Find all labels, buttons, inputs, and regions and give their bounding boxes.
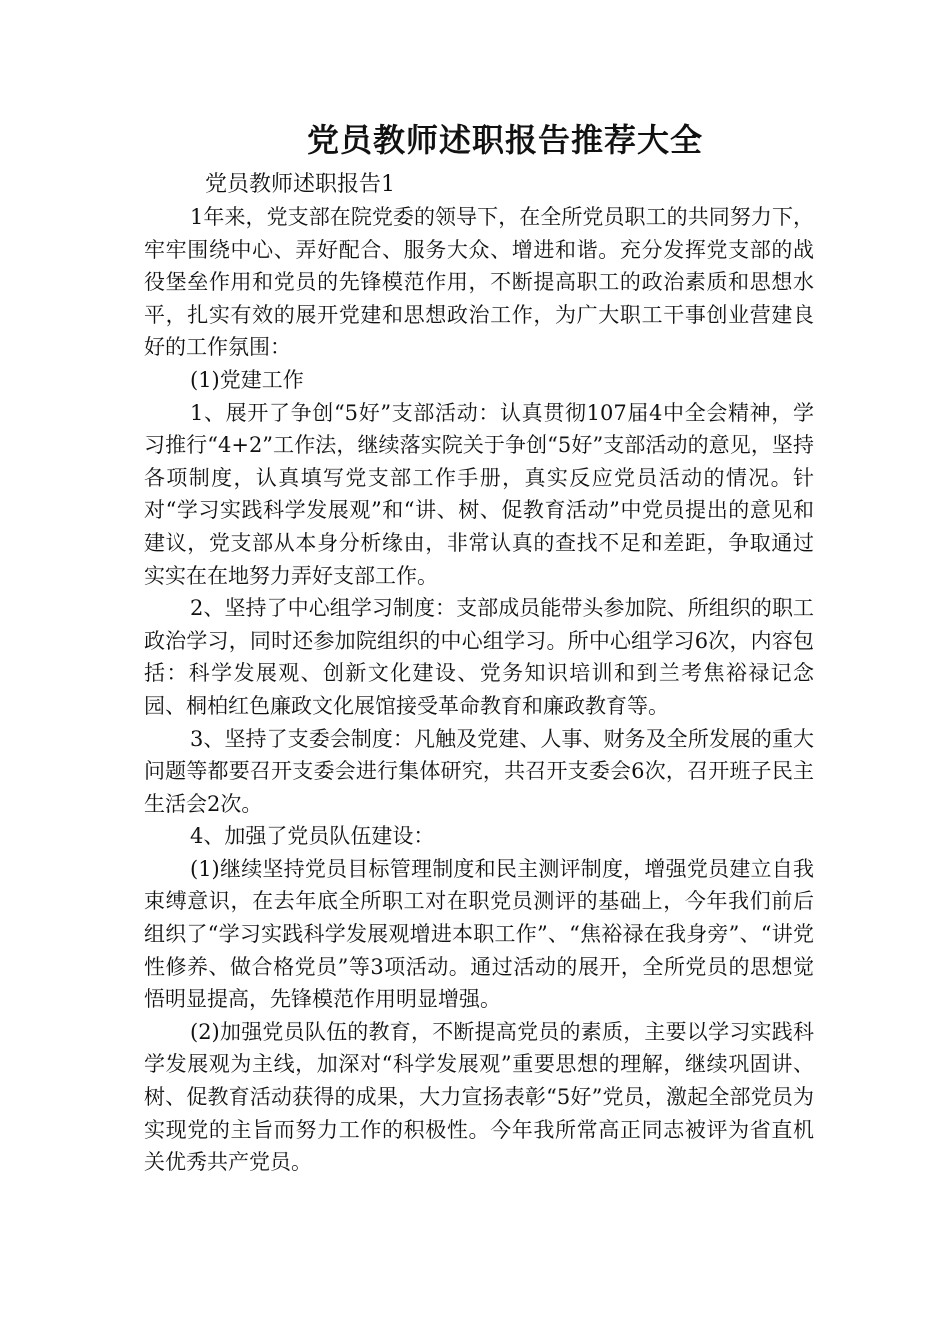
document-subtitle: 党员教师述职报告1 [205, 172, 395, 197]
document-title-wrap [0, 118, 950, 162]
paragraph: (1)党建工作 [190, 367, 304, 392]
document-body [144, 201, 814, 1179]
paragraph: 4、加强了党员队伍建设： [190, 824, 435, 849]
paragraph: 1、展开了争创“5好”支部活动：认真贯彻107届4中全会精神，学习推行“4+2”工作法，继续落实院关于争创“5好”支部活动的意见，坚持各项制度，认真填写党支部工作手册，真实反应党员活动的情况。针对“学习实践科学发展观”和“讲、树、促教育活动”中党员提出的意见和建议，党支部从本身分析缘由，非常认真的查找不足和差距，争取通过实实在在地努力弄好支部工作。 [144, 400, 814, 588]
paragraph: 3、坚持了支委会制度：凡触及党建、人事、财务及全所发展的重大问题等都要召开支委会进行集体研究，共召开支委会6次，召开班子民主生活会2次。 [144, 726, 814, 816]
document-title: 党员教师述职报告推荐大全 [306, 121, 703, 159]
paragraph: (2)加强党员队伍的教育，不断提高党员的素质，主要以学习实践科学发展观为主线，加深对“科学发展观”重要思想的理解，继续巩固讲、树、促教育活动获得的成果，大力宣扬表彰“5好”党员，激起全部党员为实现党的主旨而努力工作的积极性。今年我所常高正同志被评为省直机关优秀共产党员。 [144, 1019, 814, 1175]
paragraph: 1年来，党支部在院党委的领导下，在全所党员职工的共同努力下，牢牢围绕中心、弄好配合、服务大众、增进和谐。充分发挥党支部的战役堡垒作用和党员的先锋模范作用，不断提高职工的政治素质和思想水平，扎实有效的展开党建和思想政治工作，为广大职工干事创业营建良好的工作氛围： [144, 205, 814, 360]
paragraph: 2、坚持了中心组学习制度：支部成员能带头参加院、所组织的职工政治学习，同时还参加院组织的中心组学习。所中心组学习6次，内容包括：科学发展观、创新文化建设、党务知识培训和到兰考焦裕禄记念园、桐柏红色廉政文化展馆接受革命教育和廉政教育等。 [144, 596, 814, 718]
paragraph: (1)继续坚持党员目标管理制度和民主测评制度，增强党员建立自我束缚意识，在去年底全所职工对在职党员测评的基础上，今年我们前后组织了“学习实践科学发展观增进本职工作”、“焦裕禄在我身旁”、“讲党性修养、做合格党员”等3项活动。通过活动的展开，全所党员的思想觉悟明显提高，先锋模范作用明显增强。 [144, 856, 814, 1012]
